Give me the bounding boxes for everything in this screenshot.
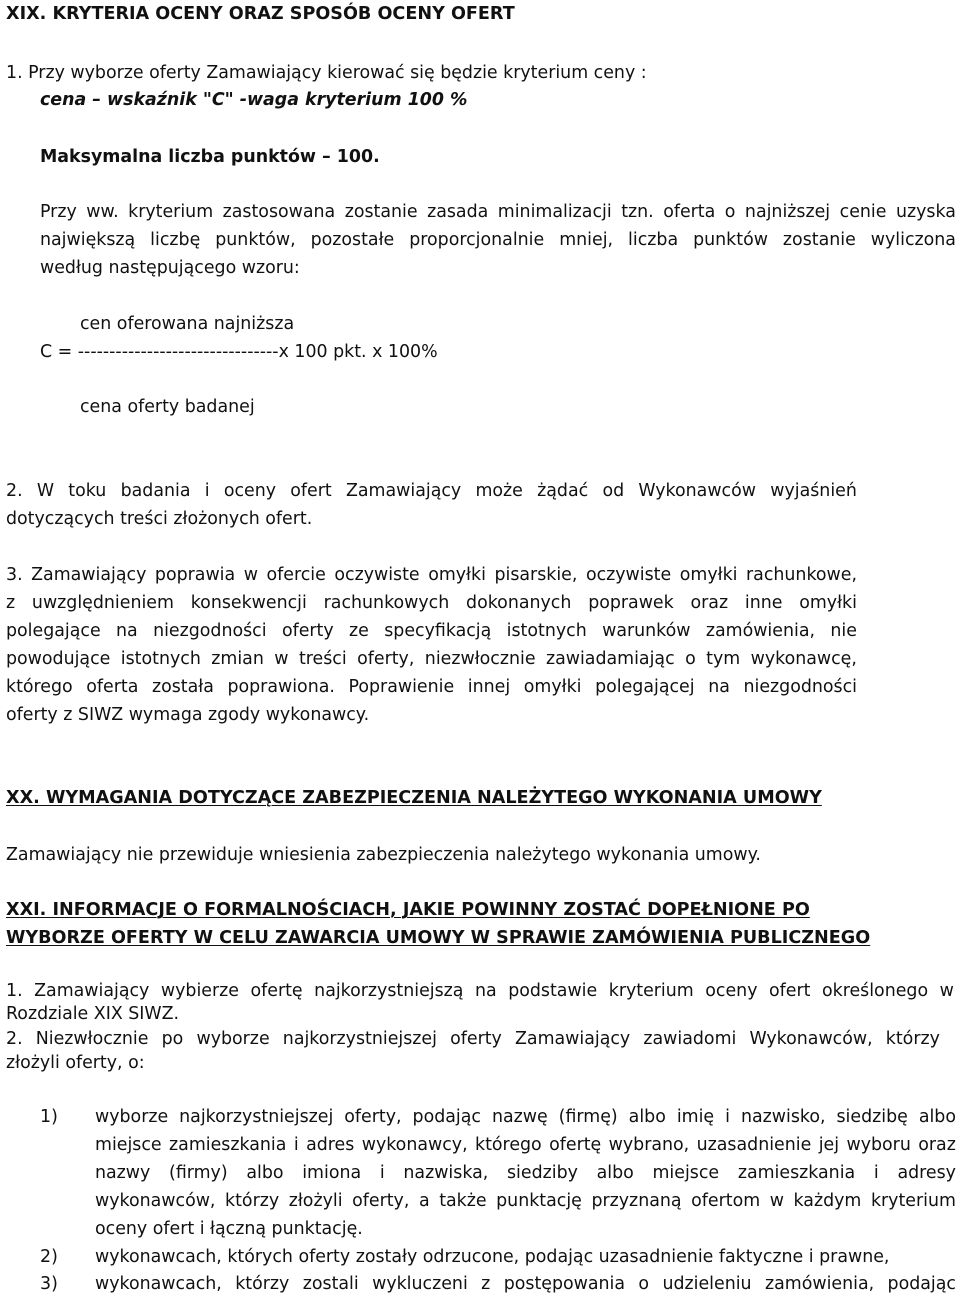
word: przyznaną — [591, 1191, 682, 1211]
word: imiona — [302, 1163, 362, 1183]
word: postępowania — [503, 1274, 626, 1294]
word: rachunkowe, — [746, 565, 857, 585]
word: po — [161, 1029, 184, 1049]
word: złożyli — [288, 1191, 343, 1211]
word: o — [724, 202, 736, 222]
word: nazwy — [95, 1163, 151, 1183]
list-item-2-line-1: wykonawcach, których oferty zostały odrzucone, podając uzasadnienie faktyczne i prawne, — [95, 1247, 890, 1267]
s19-item-1: 1. Przy wyborze oferty Zamawiający kierować się będzie kryterium ceny : — [6, 63, 647, 83]
word: udzieleniu — [662, 1274, 752, 1294]
word: pisarskie, — [494, 565, 578, 585]
word: oceny — [223, 481, 277, 501]
word: omyłki — [799, 593, 857, 613]
word: o — [685, 649, 696, 669]
word: wybrano, — [608, 1135, 690, 1155]
word: w — [939, 981, 954, 1001]
word: oraz — [918, 1135, 956, 1155]
word: Niezwłocznie — [35, 1029, 149, 1049]
word: poprawiona. — [227, 677, 335, 697]
word: o — [638, 1274, 650, 1294]
word: imię — [676, 1107, 715, 1127]
max-points: Maksymalna liczba punktów – 100. — [40, 147, 380, 167]
word: żądać — [537, 481, 589, 501]
word: proporcjonalnie — [409, 230, 545, 250]
word: i — [204, 481, 210, 501]
list-item-1-line-3 — [95, 1162, 956, 1184]
word: ofertom — [691, 1191, 761, 1211]
word: rachunkowych — [323, 593, 450, 613]
word: w — [274, 649, 289, 669]
s21-item-1-line-2: Rozdziale XIX SIWZ. — [6, 1004, 180, 1024]
word: miejsce — [652, 1163, 720, 1183]
s19-item-3-line-2 — [6, 592, 857, 614]
word: Zamawiający — [34, 981, 150, 1001]
word: niezgodności — [153, 621, 267, 641]
word: tzn. — [621, 202, 654, 222]
word: 3. — [6, 565, 23, 585]
word: liczba — [628, 230, 679, 250]
word: polegające — [6, 621, 101, 641]
word: W — [36, 481, 55, 501]
word: konsekwencji — [190, 593, 307, 613]
word: omyłki — [428, 565, 486, 585]
word: mniej, — [559, 230, 614, 250]
word: uzyska — [895, 202, 956, 222]
word: zmian — [211, 649, 264, 669]
list-item-1-line-1 — [95, 1106, 956, 1128]
word: oferta — [663, 202, 716, 222]
list-item-2-number: 2) — [40, 1247, 58, 1267]
word: wyjaśnień — [770, 481, 857, 501]
word: ww. — [86, 202, 119, 222]
word: zostali — [302, 1274, 359, 1294]
word: punktów, — [215, 230, 296, 250]
word: siedziby — [506, 1163, 578, 1183]
word: wyborze — [95, 1107, 169, 1127]
word: Wykonawców, — [749, 1029, 873, 1049]
word: wykonawcę, — [750, 649, 857, 669]
word: wykluczeni — [372, 1274, 468, 1294]
word: Zamawiający — [31, 565, 147, 585]
word: (firmę) — [558, 1107, 618, 1127]
s20-text: Zamawiający nie przewiduje wniesienia zabezpieczenia należytego wykonania umowy. — [6, 845, 761, 865]
word: podając — [887, 1274, 956, 1294]
word: i — [293, 1135, 299, 1155]
word: najkorzystniejszej — [282, 1029, 437, 1049]
section-xix-heading: XIX. KRYTERIA OCENY ORAZ SPOSÓB OCENY OFERT — [6, 4, 515, 24]
word: nazwiska, — [403, 1163, 489, 1183]
word: oferta — [86, 677, 139, 697]
word: zawiadamiając — [545, 649, 675, 669]
word: dokonanych — [466, 593, 572, 613]
word: innej — [467, 677, 511, 697]
word: treści — [298, 649, 347, 669]
word: adres — [306, 1135, 355, 1155]
word: ofert — [769, 981, 811, 1001]
word: omyłki — [679, 565, 738, 585]
list-item-1-line-4 — [95, 1190, 956, 1212]
word: kryterium — [870, 1191, 956, 1211]
word: Wykonawców — [638, 481, 756, 501]
s21-item-2-line-1 — [6, 1028, 940, 1050]
word: oceny — [705, 981, 758, 1001]
section-xxi-heading-line-2: WYBORZE OFERTY W CELU ZAWARCIA UMOWY W SPRAWIE ZAMÓWIENIA PUBLICZNEGO — [6, 928, 871, 948]
word: może — [475, 481, 523, 501]
word: została — [151, 677, 214, 697]
word: toku — [68, 481, 107, 501]
s19-item-3-line-4 — [6, 648, 857, 670]
s19-para-line-2 — [40, 229, 956, 251]
word: z — [6, 593, 16, 613]
word: jej — [818, 1135, 840, 1155]
word: na — [708, 677, 730, 697]
word: kryterium — [608, 981, 694, 1001]
s19-para-line-1 — [40, 201, 956, 223]
word: najkorzystniejszą — [314, 981, 464, 1001]
word: Przy — [40, 202, 77, 222]
word: najniższej — [744, 202, 831, 222]
word: wykonawców, — [95, 1191, 216, 1211]
word: w — [243, 565, 258, 585]
s19-item-3-line-3 — [6, 620, 857, 642]
word: na — [474, 981, 497, 1001]
word: także — [439, 1191, 487, 1211]
list-item-1-line-5: oceny ofert i łączną punktację. — [95, 1219, 363, 1239]
word: oferty, — [344, 1107, 402, 1127]
s21-item-1-line-1 — [6, 980, 954, 1002]
word: albo — [628, 1107, 666, 1127]
word: 1. — [6, 981, 23, 1001]
word: poprawia — [154, 565, 236, 585]
word: określonego — [821, 981, 929, 1001]
word: oraz — [690, 593, 729, 613]
formula-denominator: cena oferty badanej — [80, 397, 255, 417]
s21-item-2-line-2: złożyli oferty, o: — [6, 1053, 145, 1073]
word: oferty — [281, 621, 334, 641]
word: (firmy) — [169, 1163, 228, 1183]
word: podając — [412, 1107, 481, 1127]
word: istotnych — [506, 621, 587, 641]
word: powodujące — [6, 649, 111, 669]
word: poprawek — [588, 593, 674, 613]
list-item-3-line-1 — [95, 1273, 956, 1295]
word: specyfikacją — [384, 621, 492, 641]
word: którego — [6, 677, 73, 697]
word: niezwłocznie — [424, 649, 536, 669]
word: punktację — [496, 1191, 582, 1211]
price-criterion: cena – wskaźnik "C" -waga kryterium 100 % — [40, 90, 468, 110]
word: zamówienia, — [705, 621, 816, 641]
word: minimalizacji — [497, 202, 612, 222]
word: wykonawcach, — [95, 1274, 222, 1294]
word: tym — [706, 649, 741, 669]
word: adresy — [897, 1163, 956, 1183]
word: pozostałe — [310, 230, 395, 250]
s19-para-line-3: według następującego wzoru: — [40, 258, 300, 278]
word: od — [602, 481, 625, 501]
word: nie — [830, 621, 857, 641]
word: 2. — [6, 1029, 23, 1049]
list-item-1-line-2 — [95, 1134, 956, 1156]
word: z — [481, 1274, 491, 1294]
word: którzy — [235, 1274, 290, 1294]
formula-line: C = --------------------------------x 100 pkt. x 100% — [40, 342, 438, 362]
word: cenie — [839, 202, 887, 222]
word: zamieszkania — [169, 1135, 287, 1155]
word: i — [873, 1163, 879, 1183]
s19-item-2-line-2: dotyczących treści złożonych ofert. — [6, 509, 313, 529]
word: największą — [40, 230, 136, 250]
word: ofert — [290, 481, 332, 501]
s19-item-3-line-6: oferty z SIWZ wymaga zgody wykonawcy. — [6, 705, 370, 725]
word: i — [379, 1163, 385, 1183]
word: miejsce — [95, 1135, 162, 1155]
word: w — [769, 1191, 784, 1211]
word: ofercie — [266, 565, 326, 585]
word: a — [418, 1191, 430, 1211]
word: wyliczona — [870, 230, 956, 250]
word: siedzibę — [836, 1107, 908, 1127]
word: Zamawiający — [345, 481, 462, 501]
s19-item-3-line-1 — [6, 564, 857, 586]
word: podstawie — [508, 981, 598, 1001]
word: albo — [918, 1107, 956, 1127]
word: ofertę — [250, 981, 303, 1001]
word: którzy — [885, 1029, 940, 1049]
word: Poprawienie — [348, 677, 455, 697]
s19-item-3-line-5 — [6, 676, 857, 698]
word: nazwę — [491, 1107, 548, 1127]
word: którego — [475, 1135, 542, 1155]
word: oczywiste — [334, 565, 420, 585]
word: wybierze — [160, 981, 239, 1001]
word: warunków — [602, 621, 691, 641]
section-xxi-heading-line-1: XXI. INFORMACJE O FORMALNOŚCIACH, JAKIE POWINNY ZOSTAĆ DOPEŁNIONE PO — [6, 900, 810, 920]
word: zamieszkania — [737, 1163, 856, 1183]
s19-item-2-line-1 — [6, 480, 857, 502]
word: wyborze — [196, 1029, 270, 1049]
word: najkorzystniejszej — [179, 1107, 334, 1127]
word: albo — [246, 1163, 284, 1183]
word: istotnych — [120, 649, 201, 669]
word: niezgodności — [743, 677, 857, 697]
word: wyboru — [846, 1135, 911, 1155]
word: wykonawcy, — [361, 1135, 468, 1155]
word: oferty, — [352, 1191, 410, 1211]
word: zastosowana — [222, 202, 336, 222]
word: zasada — [427, 202, 489, 222]
word: każdym — [793, 1191, 862, 1211]
formula-numerator: cen oferowana najniższa — [80, 314, 295, 334]
word: oczywiste — [585, 565, 672, 585]
word: oferty, — [357, 649, 415, 669]
word: punktów — [693, 230, 768, 250]
word: 2. — [6, 481, 23, 501]
word: nazwisko, — [740, 1107, 826, 1127]
word: liczbę — [150, 230, 201, 250]
word: zamówienia, — [764, 1274, 875, 1294]
word: zawiadomi — [643, 1029, 737, 1049]
word: inne — [744, 593, 783, 613]
list-item-1-number: 1) — [40, 1107, 58, 1127]
word: omyłki — [523, 677, 582, 697]
word: na — [116, 621, 138, 641]
section-xx-heading: XX. WYMAGANIA DOTYCZĄCE ZABEZPIECZENIA NALEŻYTEGO WYKONANIA UMOWY — [6, 788, 822, 808]
word: i — [725, 1107, 730, 1127]
word: albo — [596, 1163, 634, 1183]
word: ofertę — [549, 1135, 602, 1155]
word: uwzględnieniem — [31, 593, 174, 613]
word: zostanie — [782, 230, 856, 250]
word: zostanie — [344, 202, 418, 222]
word: uzasadnienie — [696, 1135, 812, 1155]
list-item-3-number: 3) — [40, 1274, 58, 1294]
word: oferty — [450, 1029, 502, 1049]
word: polegającej — [595, 677, 695, 697]
word: którzy — [225, 1191, 280, 1211]
word: kryterium — [128, 202, 214, 222]
word: ze — [349, 621, 369, 641]
word: badania — [120, 481, 191, 501]
word: Zamawiający — [515, 1029, 631, 1049]
